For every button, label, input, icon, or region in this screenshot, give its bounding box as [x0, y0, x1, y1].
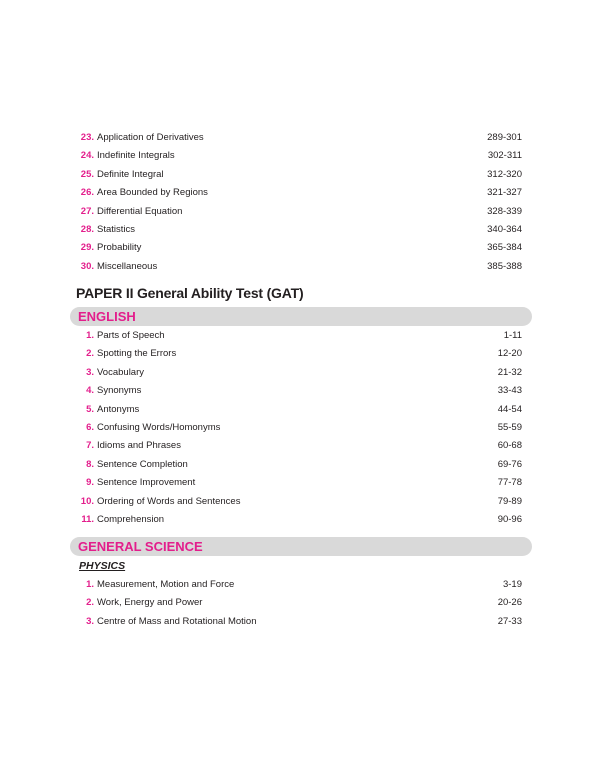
- english-section-band: [70, 307, 532, 326]
- physics-list: [0, 576, 600, 631]
- toc-entry: [0, 382, 600, 400]
- toc-entry-title: Synonyms: [97, 385, 142, 397]
- toc-entry-title: Ordering of Words and Sentences: [97, 495, 241, 507]
- toc-entry-number: 4.: [86, 385, 94, 397]
- toc-entry-title: Centre of Mass and Rotational Motion: [97, 615, 257, 627]
- toc-entry-pages: 79-89: [497, 495, 522, 507]
- toc-entry: [0, 613, 600, 631]
- toc-entry: [0, 594, 600, 612]
- toc-entry-title: Sentence Improvement: [97, 477, 196, 489]
- toc-entry-number: 24.: [80, 150, 94, 162]
- toc-entry: [0, 345, 600, 363]
- toc-entry-pages: 328-339: [487, 205, 522, 217]
- toc-entry-pages: 44-54: [497, 403, 522, 415]
- toc-entry-title: Sentence Completion: [97, 458, 188, 470]
- toc-entry-number: 26.: [80, 187, 94, 199]
- toc-entry-number: 27.: [80, 205, 94, 217]
- maths-continued-list: [0, 129, 600, 276]
- toc-entry-number: 25.: [80, 168, 94, 180]
- toc-entry-title: Comprehension: [97, 513, 165, 525]
- toc-entry-title: Confusing Words/Homonyms: [97, 421, 221, 433]
- general-science-heading: GENERAL SCIENCE: [78, 539, 203, 554]
- toc-entry-title: Vocabulary: [97, 366, 145, 378]
- toc-entry-title: Area Bounded by Regions: [97, 187, 208, 199]
- toc-entry-number: 23.: [80, 132, 94, 143]
- toc-entry-pages: 1-11: [503, 330, 522, 341]
- physics-subheading: PHYSICS: [79, 560, 126, 572]
- toc-entry-title: Statistics: [97, 223, 136, 235]
- toc-entry-number: 28.: [80, 223, 94, 235]
- toc-entry-title: Work, Energy and Power: [97, 597, 203, 609]
- toc-entry-number: 1.: [86, 579, 94, 590]
- toc-entry-title: Application of Derivatives: [97, 132, 204, 143]
- toc-entry: [0, 493, 600, 511]
- toc-entry-number: 30.: [80, 260, 94, 272]
- toc-entry-number: 2.: [86, 597, 94, 609]
- toc-entry-title: Parts of Speech: [97, 330, 165, 341]
- toc-entry-pages: 302-311: [487, 150, 522, 162]
- toc-entry-number: 6.: [86, 421, 94, 433]
- toc-entry-pages: 69-76: [497, 458, 522, 470]
- toc-entry-number: 29.: [80, 242, 94, 254]
- toc-entry-title: Miscellaneous: [97, 260, 158, 272]
- paper-heading: PAPER II General Ability Test (GAT): [76, 285, 304, 301]
- toc-entry-pages: 3-19: [502, 579, 522, 590]
- toc-entry-number: 3.: [86, 366, 94, 378]
- toc-entry-number: 10.: [80, 495, 94, 507]
- toc-entry: [0, 258, 600, 276]
- toc-entry-number: 5.: [86, 403, 94, 415]
- toc-entry-number: 3.: [86, 615, 94, 627]
- toc-entry-pages: 60-68: [497, 440, 522, 452]
- toc-entry: [0, 203, 600, 221]
- toc-entry-number: 9.: [86, 477, 94, 489]
- toc-entry-title: Indefinite Integrals: [97, 150, 175, 162]
- toc-entry: [0, 364, 600, 382]
- toc-entry: [0, 129, 600, 147]
- toc-entry-title: Probability: [97, 242, 142, 254]
- toc-entry: [0, 419, 600, 437]
- toc-entry-number: 11.: [81, 513, 94, 525]
- toc-entry-number: 2.: [86, 348, 94, 360]
- toc-entry-pages: 33-43: [497, 385, 522, 397]
- toc-entry-title: Idioms and Phrases: [97, 440, 181, 452]
- toc-entry-pages: 77-78: [497, 477, 522, 489]
- toc-entry-pages: 321-327: [487, 187, 522, 199]
- toc-entry: [0, 147, 600, 165]
- toc-entry-pages: 365-384: [487, 242, 522, 254]
- toc-entry: [0, 511, 600, 529]
- general-science-section-band: [70, 537, 532, 556]
- toc-entry-title: Differential Equation: [97, 205, 183, 217]
- toc-entry-pages: 385-388: [487, 260, 522, 272]
- toc-entry: [0, 221, 600, 239]
- toc-entry: [0, 184, 600, 202]
- english-heading: ENGLISH: [78, 309, 136, 324]
- toc-entry-pages: 12-20: [497, 348, 522, 360]
- toc-entry: [0, 437, 600, 455]
- toc-entry: [0, 456, 600, 474]
- toc-entry-number: 8.: [86, 458, 94, 470]
- toc-entry-pages: 90-96: [497, 513, 522, 525]
- toc-entry: [0, 327, 600, 345]
- toc-entry-pages: 27-33: [497, 615, 522, 627]
- toc-entry-number: 7.: [86, 440, 94, 452]
- english-list: [0, 327, 600, 529]
- toc-entry-pages: 20-26: [497, 597, 522, 609]
- toc-entry: [0, 239, 600, 257]
- toc-entry-pages: 312-320: [487, 168, 522, 180]
- toc-entry-pages: 340-364: [487, 223, 522, 235]
- toc-entry-pages: 21-32: [497, 366, 522, 378]
- toc-entry-title: Definite Integral: [97, 168, 164, 180]
- toc-entry-pages: 289-301: [487, 132, 522, 143]
- toc-entry-pages: 55-59: [497, 421, 522, 433]
- toc-entry-title: Antonyms: [97, 403, 140, 415]
- toc-entry: [0, 401, 600, 419]
- toc-entry-title: Measurement, Motion and Force: [97, 579, 235, 590]
- toc-entry-number: 1.: [86, 330, 94, 341]
- toc-entry: [0, 576, 600, 594]
- toc-entry: [0, 474, 600, 492]
- toc-entry: [0, 166, 600, 184]
- toc-entry-title: Spotting the Errors: [97, 348, 177, 360]
